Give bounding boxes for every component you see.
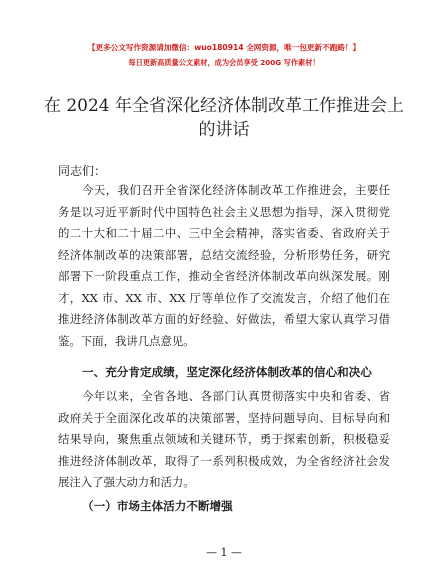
text-line: 今年以来，全省各地、各部门认真贯彻落实中央和省委、省 xyxy=(82,389,390,403)
text-line: 的二十大和二十届二中、三中全会精神，落实省委、省政府关于 xyxy=(58,226,390,240)
paragraph-achievements xyxy=(58,386,390,494)
text-line: 推进经济体制改革，取得了一系列积极成效，为全省经济社会发 xyxy=(58,453,390,468)
text-line: 展注入了强大动力和活力。 xyxy=(58,475,195,489)
section-heading-1: 一、充分肯定成绩，坚定深化经济体制改革的信心和决心 xyxy=(82,365,372,379)
greeting: 同志们： xyxy=(58,164,107,178)
paragraph-intro xyxy=(58,180,390,352)
text-line: 政府关于全面深化改革的决策部署，坚持问题导向、目标导向和 xyxy=(58,410,390,425)
text-line: 结果导向，聚焦重点领域和关键环节，勇于探索创新，积极稳妥 xyxy=(58,432,390,446)
text-line: 鉴。下面，我讲几点意见。 xyxy=(58,333,195,348)
text-line: 务是以习近平新时代中国特色社会主义思想为指导，深入贯彻党 xyxy=(58,204,390,219)
page-number: — 1 — xyxy=(206,546,242,559)
text-line: 今天，我们召开全省深化经济体制改革工作推进会，主要任 xyxy=(82,183,390,197)
title-line1: 在 2024 年全省深化经济体制改革工作推进会上 xyxy=(43,96,405,116)
promo-banner-line1: 【更多公文写作资源请加微信：wuo180914 全网资源，唯一包更新不跑路！】 xyxy=(87,43,361,52)
promo-banner-line2: 每日更新高质量公文素材，成为会员享受 200G 写作素材！ xyxy=(128,58,320,67)
section-subheading-1: （一）市场主体活力不断增强 xyxy=(82,499,233,513)
document-title xyxy=(40,94,408,142)
text-line: 推进经济体制改革方面的好经验、好做法，希望大家认真学习借 xyxy=(58,312,390,326)
text-line: 部署下一阶段重点工作，推动全省经济体制改革向纵深发展。刚 xyxy=(58,269,390,283)
text-line: 才，XX 市、XX 市、XX 厅等单位作了交流发言，介绍了他们在 xyxy=(58,290,390,305)
text-line: 经济体制改革的决策部署，总结交流经验，分析形势任务，研究 xyxy=(58,247,390,262)
title-line2: 的讲话 xyxy=(198,120,250,140)
